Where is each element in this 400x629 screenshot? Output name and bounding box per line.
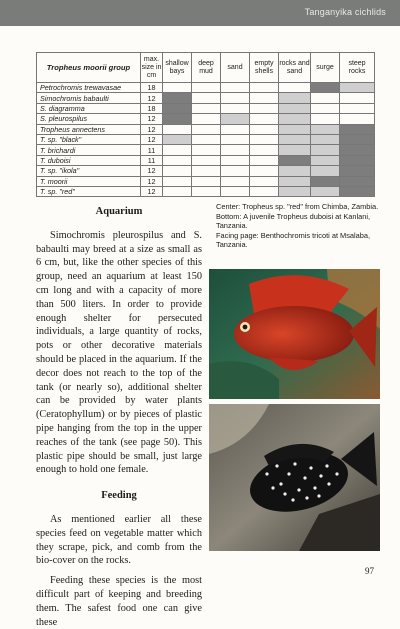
habitat-cell — [279, 103, 311, 113]
habitat-cell — [279, 145, 311, 155]
habitat-cell — [221, 134, 250, 144]
table-row — [37, 124, 375, 134]
habitat-cell — [221, 124, 250, 134]
habitat-cell — [163, 176, 192, 186]
size-cell: 18 — [141, 83, 163, 93]
habitat-cell — [250, 93, 279, 103]
column-header: surge — [311, 53, 340, 83]
column-header: deep mud — [192, 53, 221, 83]
habitat-cell — [250, 155, 279, 165]
size-cell: 11 — [141, 155, 163, 165]
habitat-cell — [340, 155, 375, 165]
habitat-cell — [340, 166, 375, 176]
table-row — [37, 103, 375, 113]
running-header — [0, 0, 400, 26]
habitat-cell — [163, 134, 192, 144]
habitat-cell — [311, 166, 340, 176]
size-cell: 12 — [141, 114, 163, 124]
habitat-cell — [279, 134, 311, 144]
habitat-cell — [221, 155, 250, 165]
habitat-cell — [192, 103, 221, 113]
habitat-cell — [192, 93, 221, 103]
group-column-header: Tropheus moorii group — [37, 53, 141, 83]
size-cell: 11 — [141, 145, 163, 155]
habitat-cell — [279, 114, 311, 124]
table-header-row — [37, 53, 375, 83]
table-row — [37, 166, 375, 176]
habitat-cell — [279, 83, 311, 93]
feeding-heading: Feeding — [101, 490, 137, 502]
habitat-cell — [311, 176, 340, 186]
habitat-cell — [311, 134, 340, 144]
habitat-cell — [221, 83, 250, 93]
habitat-cell — [163, 103, 192, 113]
habitat-cell — [340, 83, 375, 93]
habitat-cell — [311, 155, 340, 165]
table-row — [37, 83, 375, 93]
habitat-cell — [221, 145, 250, 155]
species-cell: T. sp. "ikola" — [37, 166, 141, 176]
feeding-paragraph-1: As mentioned earlier all these species feed on vegetable matter which they scrape, pick, and comb from the bio-cover on the rocks. — [36, 513, 202, 567]
size-cell: 12 — [141, 186, 163, 196]
habitat-cell — [340, 186, 375, 196]
habitat-cell — [279, 93, 311, 103]
habitat-cell — [192, 186, 221, 196]
species-cell: Petrochromis trewavasae — [37, 83, 141, 93]
habitat-cell — [311, 124, 340, 134]
species-cell: T. brichardi — [37, 145, 141, 155]
column-header: empty shells — [250, 53, 279, 83]
photo-juvenile-tropheus-duboisi — [209, 404, 380, 551]
aquarium-heading: Aquarium — [95, 206, 143, 217]
table-row — [37, 93, 375, 103]
habitat-cell — [311, 114, 340, 124]
size-cell: 12 — [141, 124, 163, 134]
photo-red-tropheus — [209, 269, 380, 399]
habitat-cell — [311, 83, 340, 93]
habitat-cell — [192, 176, 221, 186]
habitat-cell — [279, 124, 311, 134]
habitat-cell — [279, 155, 311, 165]
habitat-cell — [163, 83, 192, 93]
habitat-cell — [311, 93, 340, 103]
habitat-cell — [250, 83, 279, 93]
habitat-cell — [192, 83, 221, 93]
habitat-cell — [250, 103, 279, 113]
habitat-cell — [279, 186, 311, 196]
species-cell: Tropheus annectens — [37, 124, 141, 134]
species-cell: T. sp. "black" — [37, 134, 141, 144]
habitat-cell — [279, 166, 311, 176]
habitat-cell — [221, 186, 250, 196]
habitat-cell — [163, 145, 192, 155]
habitat-cell — [250, 166, 279, 176]
species-cell: T. sp. "red" — [37, 186, 141, 196]
size-cell: 12 — [141, 134, 163, 144]
habitat-cell — [192, 134, 221, 144]
species-cell: S. diagramma — [37, 103, 141, 113]
table-row — [37, 176, 375, 186]
habitat-cell — [192, 145, 221, 155]
habitat-cell — [311, 103, 340, 113]
size-cell: 12 — [141, 176, 163, 186]
habitat-cell — [163, 166, 192, 176]
habitat-cell — [221, 114, 250, 124]
habitat-table — [36, 52, 374, 197]
habitat-cell — [221, 166, 250, 176]
habitat-cell — [192, 124, 221, 134]
table-row — [37, 155, 375, 165]
habitat-cell — [250, 186, 279, 196]
habitat-cell — [221, 176, 250, 186]
habitat-cell — [340, 114, 375, 124]
caption-facing: Facing page: Benthochromis tricoti at Msalaba, Tanzania. — [216, 230, 371, 250]
habitat-cell — [163, 186, 192, 196]
species-cell: T. moorii — [37, 176, 141, 186]
table-row — [37, 145, 375, 155]
habitat-cell — [340, 176, 375, 186]
habitat-cell — [279, 176, 311, 186]
habitat-cell — [250, 124, 279, 134]
habitat-cell — [250, 134, 279, 144]
habitat-cell — [250, 176, 279, 186]
text-column — [36, 205, 202, 629]
habitat-cell — [340, 103, 375, 113]
habitat-cell — [163, 114, 192, 124]
running-title: Tanganyika cichlids — [304, 7, 386, 17]
habitat-cell — [340, 93, 375, 103]
column-header: steep rocks — [340, 53, 375, 83]
aquarium-paragraph: Simochromis pleurospilus and S. babaulti may breed at a size as small as 6 cm, but, like the other species of this group, need an aquarium at least 150 cm long and with a capacity of more than 500 liters. In order to provide enough shelter for persecuted individuals, a large quantity of rocks, pots or other decorative materials should be placed in the aquarium. If the decor does not reach to the top of the tank (or nearly so), additional shelter can be provided by water plants (Ceratophyllum) or by pieces of plastic pipe hanging from the top in the upper reaches of the tank (see page 50). This plastic pipe should be small, just large enough to hold one female. — [36, 229, 202, 476]
photo-captions — [216, 202, 380, 250]
habitat-cell — [221, 93, 250, 103]
habitat-cell — [340, 145, 375, 155]
page-number: 97 — [365, 566, 374, 576]
column-header: rocks and sand — [279, 53, 311, 83]
habitat-cell — [221, 103, 250, 113]
column-header: shallow bays — [163, 53, 192, 83]
species-cell: S. pleurospilus — [37, 114, 141, 124]
column-header: max. size in cm — [141, 53, 163, 83]
habitat-cell — [192, 114, 221, 124]
habitat-cell — [250, 114, 279, 124]
habitat-cell — [311, 186, 340, 196]
species-cell: Simochromis babaulti — [37, 93, 141, 103]
table-row — [37, 114, 375, 124]
table-row — [37, 134, 375, 144]
habitat-cell — [192, 166, 221, 176]
habitat-cell — [340, 124, 375, 134]
habitat-cell — [250, 145, 279, 155]
size-cell: 12 — [141, 93, 163, 103]
table-row — [37, 186, 375, 196]
caption-center: Center: Tropheus sp. "red" from Chimba, Zambia. — [216, 202, 379, 211]
habitat-cell — [163, 93, 192, 103]
caption-bottom: Bottom: A juvenile Tropheus duboisi at Kanlani, Tanzania. — [216, 211, 371, 231]
size-cell: 12 — [141, 166, 163, 176]
size-cell: 18 — [141, 103, 163, 113]
habitat-cell — [311, 145, 340, 155]
feeding-paragraph-2: Feeding these species is the most difficult part of keeping and breeding them. The safest food one can give these — [36, 575, 202, 628]
habitat-cell — [340, 134, 375, 144]
column-header: sand — [221, 53, 250, 83]
species-cell: T. duboisi — [37, 155, 141, 165]
habitat-cell — [163, 155, 192, 165]
habitat-cell — [192, 155, 221, 165]
habitat-cell — [163, 124, 192, 134]
